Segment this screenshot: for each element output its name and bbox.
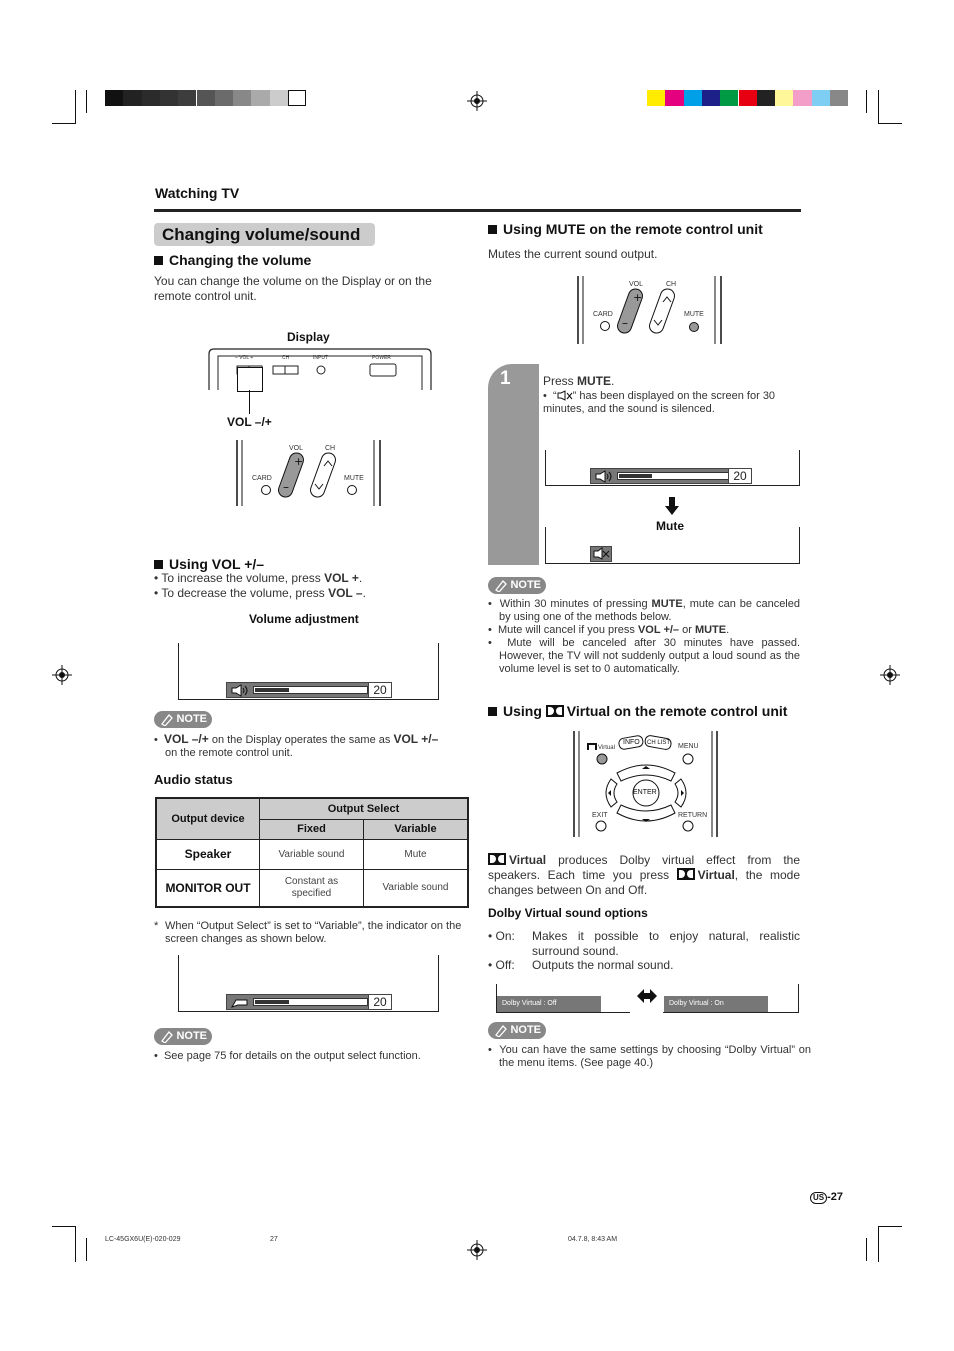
footer-file: LC-45GX6U(E)-020-029	[105, 1236, 181, 1243]
remote-label-ch: CH	[325, 445, 336, 452]
table-cell: Variable sound	[260, 839, 364, 869]
page-title	[154, 223, 375, 246]
down-arrow-icon	[665, 497, 679, 515]
remote-label-menu: MENU	[678, 743, 699, 750]
dolby-icon	[677, 868, 695, 880]
crop-mark	[86, 90, 87, 113]
registration-mark	[467, 91, 487, 111]
step1-press: Press MUTE.	[543, 374, 615, 388]
remote-label-info: INFO	[623, 739, 640, 746]
list-item: • Mute will be canceled after 30 minutes have passed. However, the TV will not suddenly output a loud sound as the volume level is set to 0 automatically.	[488, 637, 801, 675]
note1-text: • VOL –/+ on the Display operates the same as VOL +/– on the remote control unit.	[154, 732, 439, 759]
panel-label-power: POWER	[372, 355, 391, 361]
panel-label-vol: – VOL +	[235, 355, 254, 361]
step-column	[488, 364, 539, 565]
vol-bullet-increase: • To increase the volume, press VOL +.	[154, 571, 363, 585]
col-output-device: Output device	[156, 798, 260, 839]
remote-label-mute: MUTE	[684, 311, 704, 318]
remote-label-chlist: CH LIST	[647, 740, 671, 746]
remote-label-exit: EXIT	[592, 812, 608, 819]
heading-using-vol: Using VOL +/–	[154, 556, 264, 572]
mute-label: Mute	[656, 519, 684, 533]
vol-callout-line	[249, 390, 250, 414]
region-badge: US	[810, 1192, 827, 1204]
table-row	[156, 839, 468, 869]
color-swatch	[142, 90, 160, 106]
color-swatch	[684, 90, 702, 106]
panel-label-ch: CH	[282, 355, 290, 361]
output-variable-icon	[230, 997, 250, 1009]
dolby-options-heading: Dolby Virtual sound options	[488, 906, 648, 920]
note-badge: NOTE	[154, 711, 212, 728]
svg-text:+: +	[633, 291, 643, 304]
color-swatch	[830, 90, 848, 106]
svg-text:–: –	[622, 316, 628, 330]
note4-text: • You can have the same settings by choosing “Dolby Virtual” on the menu items. (See page 40.)	[488, 1044, 811, 1069]
remote-vol-illustration	[234, 438, 384, 508]
color-swatch	[197, 90, 215, 106]
table-cell: Variable sound	[364, 869, 469, 907]
page-title-text: Changing volume/sound	[162, 225, 361, 244]
mute-speaker-icon	[557, 390, 573, 401]
header-rule	[154, 209, 801, 212]
registration-mark	[467, 1240, 487, 1260]
vol-button-highlight	[237, 367, 263, 392]
option-on: • On: Makes it possible to enjoy natural, realistic surround sound.	[488, 929, 800, 958]
remote-label-vol: VOL	[289, 445, 304, 452]
volume-adjustment-label: Volume adjustment	[249, 612, 359, 626]
footer-date: 04.7.8, 8:43 AM	[568, 1236, 618, 1243]
color-swatch	[665, 90, 683, 106]
display-label: Display	[287, 330, 330, 344]
audio-footnote-mark: *	[154, 920, 159, 932]
virtual-description: Virtual produces Dolby virtual effect from the speakers. Each time you press Virtual, the mode changes between On and Off.	[488, 853, 800, 897]
color-swatch	[270, 90, 288, 106]
table-row	[156, 869, 468, 907]
table-cell: Constant as specified	[260, 869, 364, 907]
dolby-icon	[488, 853, 506, 865]
remote-label-card: CARD	[593, 311, 613, 318]
mute-osd-screen-after	[545, 527, 800, 564]
note-badge: NOTE	[154, 1028, 212, 1045]
registration-mark	[880, 665, 900, 685]
list-item: • Mute will cancel if you press VOL +/– or MUTE.	[488, 624, 730, 636]
color-swatch	[647, 90, 665, 106]
table-cell: MONITOR OUT	[156, 869, 260, 907]
toggle-arrow-icon	[637, 989, 657, 1003]
volume-level: 20	[368, 683, 391, 697]
remote-label-vol: VOL	[629, 281, 644, 288]
color-swatch	[775, 90, 793, 106]
color-swatch	[105, 90, 123, 106]
vol-callout-label: VOL –/+	[227, 415, 272, 429]
color-swatch	[178, 90, 196, 106]
dolby-icon	[546, 705, 564, 717]
svg-text:–: –	[283, 480, 289, 494]
audio-footnote: When “Output Select” is set to “Variable”, the indicator on the screen changes as shown below.	[165, 920, 462, 945]
note-badge: NOTE	[488, 577, 546, 594]
color-swatch	[251, 90, 269, 106]
mute-speaker-icon	[592, 547, 612, 561]
volume-fill	[255, 688, 289, 692]
remote-label-return: RETURN	[678, 812, 708, 819]
step-number: 1	[500, 368, 511, 389]
step1-bullet: • “ ” has been displayed on the screen for 30 minutes, and the sound is silenced.	[543, 390, 776, 415]
color-swatch	[812, 90, 830, 106]
list-item: • Within 30 minutes of pressing MUTE, mute can be canceled by using one of the methods below.	[488, 598, 800, 623]
volume-bar	[226, 682, 392, 698]
color-swatch	[233, 90, 251, 106]
volume-bar	[590, 468, 752, 484]
volume-level: 20	[728, 469, 751, 483]
changing-volume-body: You can change the volume on the Display or on the remote control unit.	[154, 274, 432, 303]
mute-body: Mutes the current sound output.	[488, 247, 658, 261]
col-output-select: Output Select	[260, 798, 469, 819]
page-number: US -27	[810, 1191, 843, 1204]
crop-mark	[866, 1238, 867, 1261]
footer-page: 27	[270, 1236, 278, 1243]
heading-changing-volume: Changing the volume	[154, 252, 311, 268]
color-swatch	[739, 90, 757, 106]
crop-mark	[52, 90, 76, 124]
speaker-icon	[230, 684, 250, 697]
panel-label-input: INPUT	[313, 355, 328, 361]
note-badge: NOTE	[488, 1022, 546, 1039]
remote-label-mute: MUTE	[344, 475, 364, 482]
color-swatch	[123, 90, 141, 106]
color-swatch	[793, 90, 811, 106]
color-swatch	[720, 90, 738, 106]
color-swatch	[757, 90, 775, 106]
color-swatch	[215, 90, 233, 106]
osd-dolby-off: Dolby Virtual : Off	[497, 996, 601, 1012]
volume-level: 20	[368, 995, 391, 1009]
remote-label-virtual: Virtual	[587, 743, 615, 751]
volume-fill	[619, 474, 652, 478]
crop-mark	[878, 1226, 902, 1262]
volume-fill	[255, 1000, 289, 1004]
vol-bullet-decrease: • To decrease the volume, press VOL –.	[154, 586, 366, 600]
audio-status-table	[155, 797, 469, 908]
option-off: • Off: Outputs the normal sound.	[488, 958, 674, 972]
crop-mark	[52, 1226, 76, 1262]
crop-mark	[86, 1238, 87, 1261]
table-cell: Mute	[364, 839, 469, 869]
audio-status-heading: Audio status	[154, 772, 233, 787]
col-variable: Variable	[364, 819, 469, 839]
registration-mark	[52, 665, 72, 685]
remote-label-ch: CH	[666, 281, 677, 288]
remote-mute-illustration	[575, 274, 725, 346]
crop-mark	[866, 90, 867, 113]
remote-label-card: CARD	[252, 475, 272, 482]
mute-osd-indicator	[590, 546, 612, 562]
speaker-icon	[594, 470, 614, 483]
color-swatch	[702, 90, 720, 106]
crop-mark	[878, 90, 902, 124]
section-label: Watching TV	[155, 185, 240, 201]
remote-label-enter: ENTER	[633, 789, 657, 796]
heading-using-mute: Using MUTE on the remote control unit	[488, 221, 763, 237]
col-fixed: Fixed	[260, 819, 364, 839]
svg-text:+: +	[294, 455, 304, 468]
osd-dolby-on: Dolby Virtual : On	[664, 996, 768, 1012]
note3-list	[488, 598, 800, 676]
color-swatch	[288, 90, 306, 106]
color-swatch	[160, 90, 178, 106]
variable-volume-bar	[226, 994, 392, 1010]
table-cell: Speaker	[156, 839, 260, 869]
note2-text: • See page 75 for details on the output select function.	[154, 1050, 421, 1062]
heading-using-virtual: Using Virtual on the remote control unit	[488, 703, 787, 719]
